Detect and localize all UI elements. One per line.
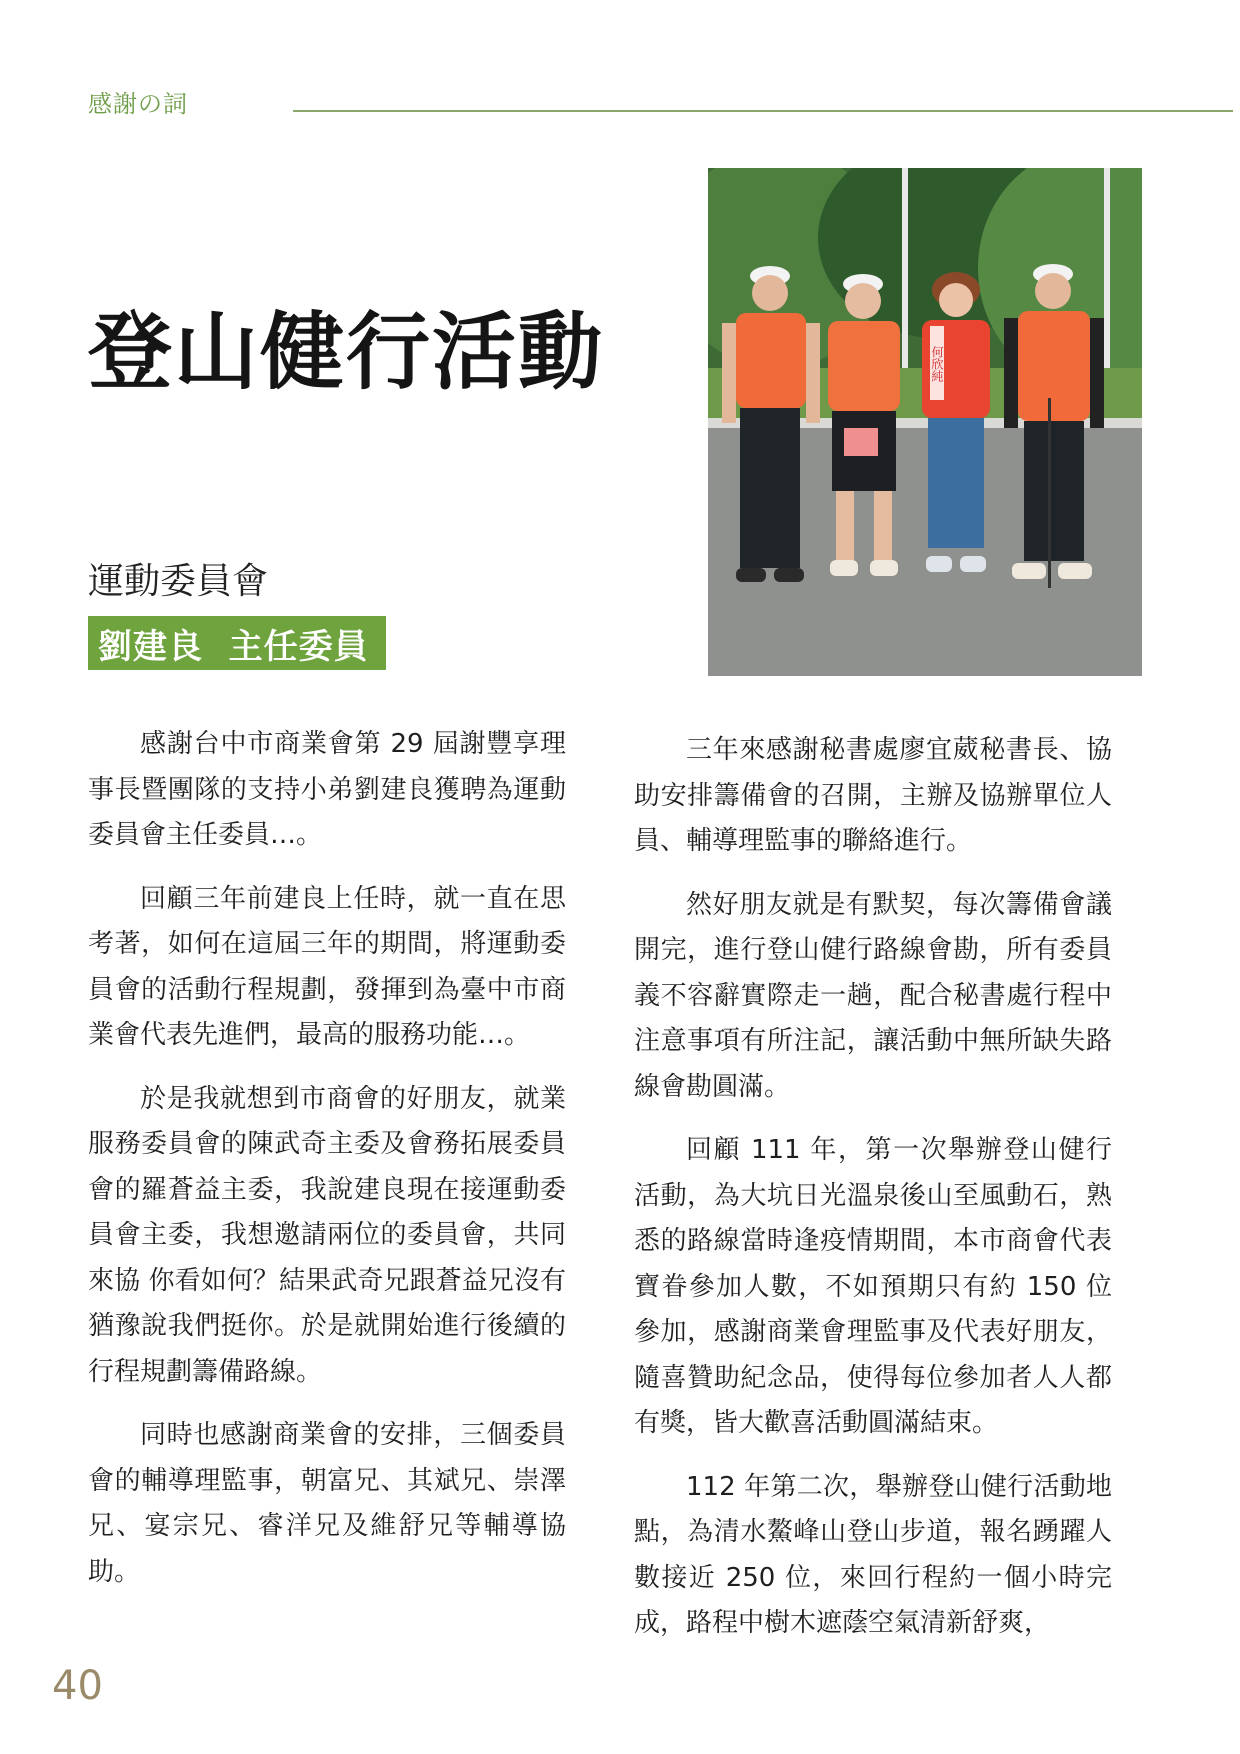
right-column — [634, 728, 1112, 1665]
committee-name: 運動委員會 — [88, 561, 269, 602]
group-photo-illustration — [708, 168, 1142, 676]
left-column — [88, 722, 566, 1613]
page-number: 40 — [52, 1663, 103, 1709]
paragraph: 三年來感謝秘書處廖宜葳秘書長、協助安排籌備會的召開，主辦及協辦單位人員、輔導理監事的聯絡進行。 — [634, 735, 1112, 856]
header-rule — [293, 110, 1233, 112]
author-badge — [88, 616, 386, 670]
group-photo — [708, 168, 1142, 676]
sash-text: 何欣純 — [930, 346, 944, 382]
author-name: 劉建良 主任委員 — [98, 626, 369, 667]
article-title: 登山健行活動 — [88, 303, 605, 401]
paragraph: 回顧三年前建良上任時，就一直在思考著，如何在這屆三年的期間，將運動委員會的活動行程規劃，發揮到為臺中市商業會代表先進們，最高的服務功能…。 — [88, 883, 566, 1050]
section-label: 感謝の詞 — [88, 90, 188, 118]
paragraph: 112 年第二次，舉辦登山健行活動地點，為清水鰲峰山登山步道，報名踴躍人數接近 250 位，來回行程約一個小時完成，路程中樹木遮蔭空氣清新舒爽， — [634, 1471, 1112, 1638]
paragraph: 回顧 111 年，第一次舉辦登山健行活動，為大坑日光溫泉後山至風動石，熟悉的路線當時逢疫情期間，本市商會代表寶眷參加人數，不如預期只有約 150 位參加，感謝商業會理監事及代表好朋友，隨喜贊助紀念品，使得每位參加者人人都有獎，皆大歡喜活動圓滿結束。 — [634, 1135, 1112, 1438]
paragraph: 於是我就想到市商會的好朋友，就業服務委員會的陳武奇主委及會務拓展委員會的羅蒼益主委，我說建良現在接運動委員會主委，我想邀請兩位的委員會，共同來協 你看如何？結果武奇兄跟蒼益兄沒有猶豫說我們挺你。於是就開始進行後續的行程規劃籌備路線。 — [88, 1083, 566, 1387]
paragraph: 同時也感謝商業會的安排，三個委員會的輔導理監事，朝富兄、其斌兄、崇澤兄、宴宗兄、睿洋兄及維舒兄等輔導協助。 — [88, 1420, 566, 1587]
paragraph: 然好朋友就是有默契，每次籌備會議開完，進行登山健行路線會勘，所有委員義不容辭實際走一趟，配合秘書處行程中注意事項有所注記，讓活動中無所缺失路線會勘圓滿。 — [634, 889, 1112, 1102]
paragraph: 感謝台中市商業會第 29 屆謝豐享理事長暨團隊的支持小弟劉建良獲聘為運動委員會主任委員…。 — [88, 729, 566, 850]
